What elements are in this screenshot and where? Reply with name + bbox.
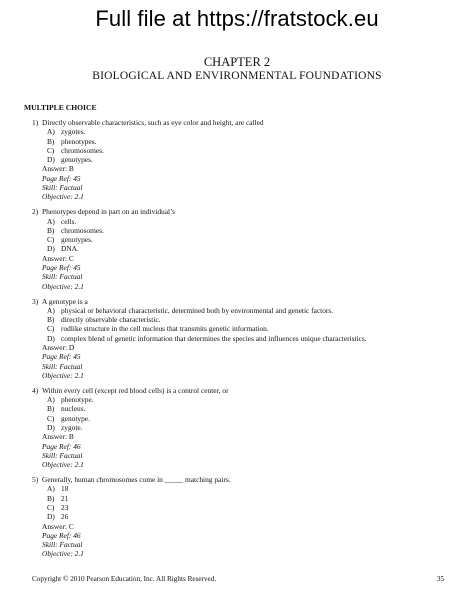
- site-banner: Full file at https://fratstock.eu: [95, 6, 379, 31]
- copyright-text: Copyright © 2010 Pearson Education, Inc. All Rights Reserved.: [32, 575, 217, 583]
- answer-choice: [47, 155, 452, 164]
- page-reference: Page Ref: 46: [42, 530, 81, 540]
- page-reference: Page Ref: 46: [42, 441, 81, 451]
- choice-text: complex blend of genetic information that determines the species and influences unique characteristics.: [61, 333, 367, 343]
- objective-label: Objective: 2.1: [42, 549, 84, 559]
- choice-letter: B): [47, 493, 55, 503]
- objective-label: Objective: 2.1: [42, 370, 84, 380]
- question-item: [32, 297, 452, 381]
- objective-label: Objective: 2.1: [42, 460, 84, 470]
- skill-label: Skill: Factual: [42, 450, 83, 460]
- question-number: 1): [32, 118, 39, 127]
- choice-letter: C): [47, 502, 55, 512]
- choice-text: 23: [61, 502, 69, 512]
- answer-metadata: [32, 522, 452, 559]
- choice-text: genotypes.: [61, 235, 93, 245]
- page-reference: Page Ref: 45: [42, 263, 81, 273]
- answer-choice: [47, 137, 452, 146]
- question-stem: [32, 207, 452, 216]
- question-item: [32, 118, 452, 202]
- choice-letter: A): [47, 305, 55, 315]
- answer-metadata: [32, 343, 452, 380]
- answer-metadata: [32, 254, 452, 291]
- question-number: 5): [32, 475, 39, 485]
- answer-key: Answer: B: [42, 432, 74, 442]
- answer-choice: [47, 315, 452, 324]
- question-number: 2): [32, 207, 39, 217]
- choice-text: genotypes.: [61, 155, 93, 165]
- choice-text: phenotypes.: [61, 136, 97, 146]
- choice-letter: C): [47, 324, 55, 334]
- answer-choice: [47, 235, 452, 244]
- question-item: [32, 475, 452, 559]
- choice-list: [32, 217, 452, 254]
- choice-letter: A): [47, 395, 55, 405]
- objective-label: Objective: 2.1: [42, 281, 84, 291]
- choice-letter: C): [47, 235, 55, 245]
- answer-choice: [47, 306, 452, 315]
- answer-choice: [47, 414, 452, 423]
- answer-metadata: [32, 164, 452, 201]
- chapter-heading: CHAPTER 2: [203, 55, 271, 69]
- question-text: Phenotypes depend in part on an individual’s: [42, 207, 176, 217]
- choice-text: chromosomes.: [61, 145, 104, 155]
- answer-choice: [47, 217, 452, 226]
- question-number: 3): [32, 296, 39, 306]
- answer-choice: [47, 244, 452, 253]
- answer-choice: [47, 484, 452, 493]
- answer-choice: [47, 127, 452, 136]
- choice-letter: B): [47, 136, 55, 146]
- answer-choice: [47, 324, 452, 333]
- choice-text: phenotype.: [61, 395, 94, 405]
- choice-list: [32, 395, 452, 432]
- answer-choice: [47, 423, 452, 432]
- answer-choice: [47, 334, 452, 343]
- skill-label: Skill: Factual: [42, 361, 83, 371]
- objective-label: Objective: 2.1: [42, 192, 84, 202]
- choice-letter: D): [47, 333, 55, 343]
- question-number: 4): [32, 385, 39, 395]
- answer-key: Answer: D: [42, 343, 75, 353]
- choice-text: cells.: [61, 216, 77, 226]
- choice-letter: D): [47, 155, 55, 165]
- skill-label: Skill: Factual: [42, 272, 83, 282]
- choice-list: [32, 484, 452, 521]
- choice-text: zygote.: [61, 422, 83, 432]
- answer-key: Answer: B: [42, 164, 74, 174]
- question-list: [32, 118, 452, 564]
- question-text: A genotype is a: [42, 296, 88, 306]
- page-reference: Page Ref: 45: [42, 352, 81, 362]
- question-stem: [32, 475, 452, 484]
- choice-text: rodlike structure in the cell nucleus that transmits genetic information.: [61, 324, 269, 334]
- question-stem: [32, 386, 452, 395]
- choice-letter: B): [47, 225, 55, 235]
- choice-letter: D): [47, 512, 55, 522]
- answer-choice: [47, 503, 452, 512]
- question-stem: [32, 118, 452, 127]
- choice-text: 26: [61, 512, 69, 522]
- skill-label: Skill: Factual: [42, 540, 83, 550]
- choice-text: 18: [61, 484, 69, 494]
- question-stem: [32, 297, 452, 306]
- choice-letter: B): [47, 315, 55, 325]
- choice-letter: D): [47, 244, 55, 254]
- choice-letter: B): [47, 404, 55, 414]
- choice-letter: A): [47, 484, 55, 494]
- choice-text: DNA.: [61, 244, 79, 254]
- choice-text: nucleus.: [61, 404, 86, 414]
- choice-text: genotype.: [61, 413, 90, 423]
- answer-choice: [47, 146, 452, 155]
- question-item: [32, 386, 452, 470]
- choice-letter: A): [47, 216, 55, 226]
- choice-list: [32, 306, 452, 343]
- page-reference: Page Ref: 45: [42, 173, 81, 183]
- choice-text: 21: [61, 493, 69, 503]
- page-footer: [32, 575, 444, 583]
- question-text: Within every cell (except red blood cells) is a control center, or: [42, 385, 229, 395]
- choice-text: physical or behavioral characteristic, determined both by environmental and genetic factors.: [61, 305, 334, 315]
- page-number: 35: [436, 575, 444, 583]
- question-item: [32, 207, 452, 291]
- answer-key: Answer: C: [42, 521, 74, 531]
- answer-choice: [47, 395, 452, 404]
- choice-text: directly observable characteristic.: [61, 315, 161, 325]
- answer-metadata: [32, 432, 452, 469]
- choice-text: zygotes.: [61, 127, 86, 137]
- answer-choice: [47, 226, 452, 235]
- choice-letter: D): [47, 422, 55, 432]
- answer-key: Answer: C: [42, 253, 74, 263]
- question-text: Directly observable characteristics, such as eye color and height, are called: [42, 118, 264, 127]
- skill-label: Skill: Factual: [42, 183, 83, 193]
- choice-text: chromosomes.: [61, 225, 104, 235]
- answer-choice: [47, 404, 452, 413]
- answer-choice: [47, 494, 452, 503]
- question-text: Generally, human chromosomes come in _____ matching pairs.: [42, 475, 231, 485]
- section-heading: MULTIPLE CHOICE: [24, 103, 97, 112]
- choice-letter: C): [47, 145, 55, 155]
- chapter-title: BIOLOGICAL AND ENVIRONMENTAL FOUNDATIONS: [92, 70, 382, 82]
- choice-list: [32, 127, 452, 164]
- answer-choice: [47, 512, 452, 521]
- choice-letter: A): [47, 127, 55, 137]
- choice-letter: C): [47, 413, 55, 423]
